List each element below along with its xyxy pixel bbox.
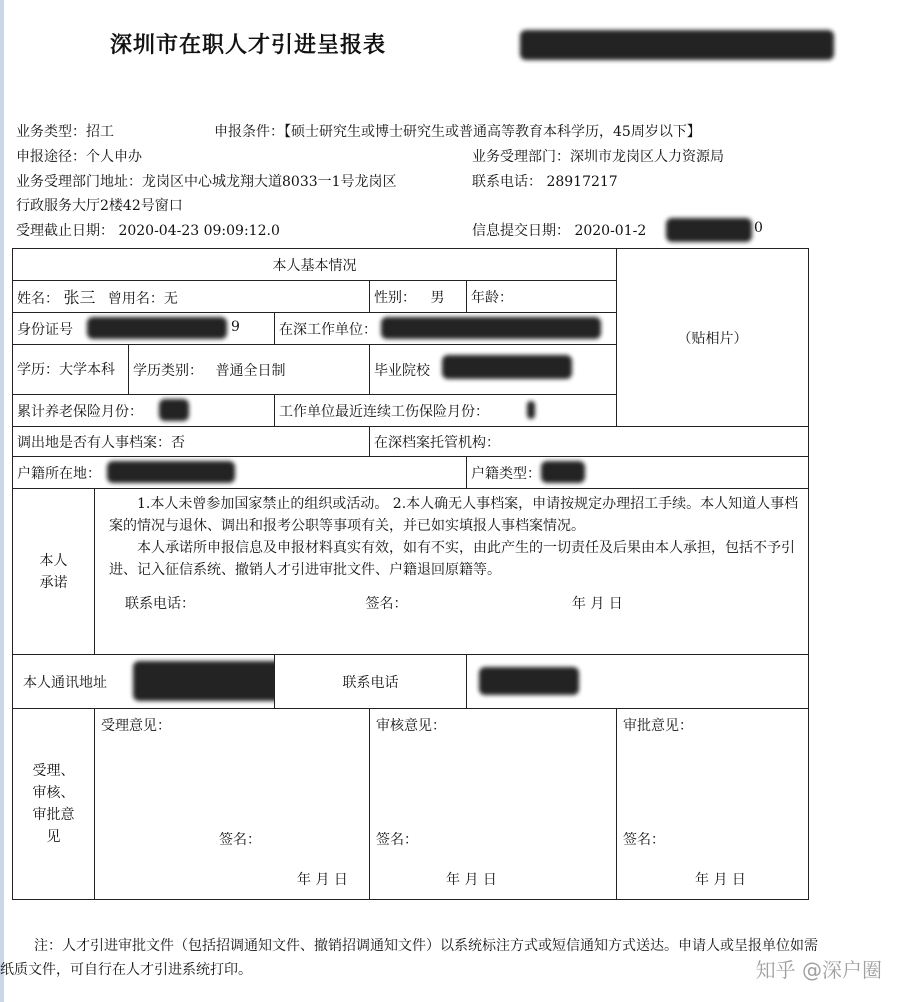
pension-label: 累计养老保险月份：: [17, 403, 143, 420]
id-cell: [13, 313, 275, 345]
review-opinion-cell: [370, 709, 617, 900]
redacted-submit-date: [666, 218, 752, 242]
watermark: 知乎 @深户圈: [755, 958, 882, 982]
accepting-dept: 业务受理部门：深圳市龙岗区人力资源局: [472, 149, 724, 165]
pledge-paragraph-1: 1.本人未曾参加国家禁止的组织或活动。 2.本人确无人事档案，申请按规定办理招工手续。本人知道人事档案的情况与退休、调出和报考公职等事项有关，并已如实填报人事档案情况。: [109, 496, 799, 534]
pledge-phone: 联系电话：: [125, 596, 195, 612]
pledge-label: 本人承诺: [13, 489, 95, 655]
edu-type-label: 学历类别：: [133, 362, 203, 379]
hukou-place-label: 户籍所在地：: [17, 465, 101, 482]
injury-label: 工作单位最近连续工伤保险月份：: [279, 403, 489, 420]
redacted-injury: [527, 401, 535, 419]
pledge-cell: [95, 489, 809, 655]
injury-cell: [275, 395, 617, 427]
redacted-id: [87, 317, 227, 339]
gender-label: 性别：: [374, 289, 416, 306]
submit-date-suffix: 0: [754, 220, 763, 236]
redacted-hukou-type: [541, 461, 585, 483]
contact-address-label: 本人通讯地址: [23, 674, 107, 691]
archive-cell: 调出地是否有人事档案：否: [13, 427, 370, 457]
business-type: 业务类型：招工: [16, 124, 114, 140]
review-date: 年 月 日: [446, 872, 497, 888]
accept-sign: 签名：: [219, 832, 261, 848]
hukou-type-cell: [467, 457, 809, 489]
gender-value: 男: [430, 289, 445, 306]
school-cell: [370, 345, 617, 395]
left-edge-bar: [0, 0, 4, 1002]
deadline: 受理截止日期： 2020-04-23 09:09:12.0: [16, 223, 280, 239]
name-value: 张三: [63, 288, 96, 307]
application-table: [12, 248, 809, 900]
accept-opinion-label: 受理意见：: [101, 718, 171, 734]
conditions: 申报条件：【硕士研究生或博士研究生或普通高等教育本科学历，45周岁以下】: [214, 124, 701, 140]
photo-box: （贴相片）: [617, 249, 809, 427]
name-cell: [13, 281, 370, 313]
redacted-school: [442, 355, 572, 379]
dept-phone: 联系电话： 28917217: [472, 174, 618, 190]
pledge-paragraph-2: 本人承诺所申报信息及申报材料真实有效，如有不实，由此产生的一切责任及后果由本人承担，包括不予引进、记入征信系统、撤销人才引进审批文件、户籍退回原籍等。: [109, 540, 795, 578]
redacted-contact-address: [133, 661, 275, 701]
edu-type-cell: [129, 345, 370, 395]
alias: 曾用名：无: [107, 291, 178, 307]
pledge-date: 年 月 日: [571, 596, 623, 612]
review-sign: 签名：: [376, 832, 418, 848]
redacted-pension: [159, 399, 189, 421]
pledge-footer: [109, 593, 804, 613]
hukou-place-cell: [13, 457, 467, 489]
redacted-contact-phone: [479, 667, 579, 695]
age-cell: 年龄：: [467, 281, 617, 313]
contact-address-cell: [13, 655, 275, 709]
pension-cell: [13, 395, 275, 427]
contact-phone-label: 联系电话: [275, 655, 467, 709]
footnote: 注：人才引进审批文件（包括招调通知文件、撤销招调通知文件）以系统标注方式或短信通知方式送达。申请人或呈报单位如需纸质文件，可自行在人才引进系统打印。: [0, 938, 818, 978]
name-label: 姓名：: [17, 291, 59, 307]
redacted-employer: [381, 317, 601, 339]
gender-cell: [370, 281, 467, 313]
channel: 申报途径：个人申办: [16, 149, 142, 165]
approve-sign: 签名：: [623, 832, 666, 848]
id-label: 身份证号: [17, 321, 73, 338]
accept-date: 年 月 日: [297, 872, 348, 888]
dept-address-line1: 业务受理部门地址：龙岗区中心城龙翔大道8033一1号龙岗区: [16, 174, 397, 190]
contact-phone-cell: [467, 655, 809, 709]
employer-cell: [275, 313, 617, 345]
approve-date: 年 月 日: [695, 872, 746, 888]
submit-date-prefix: 信息提交日期： 2020-01-2: [472, 223, 647, 239]
edu-type-value: 普通全日制: [215, 362, 286, 379]
school-label: 毕业院校: [374, 362, 430, 379]
redacted-header-info: [520, 30, 834, 60]
accept-opinion-cell: [95, 709, 370, 900]
archive-org-cell: 在深档案托管机构：: [370, 427, 809, 457]
education: 学历：大学本科: [13, 345, 129, 395]
opinion-label: 受理、审核、审批意见: [13, 709, 95, 900]
review-opinion-label: 审核意见：: [376, 718, 446, 734]
pledge-sign: 签名：: [365, 596, 408, 612]
approve-opinion-label: 审批意见：: [623, 718, 694, 734]
section-header: 本人基本情况: [13, 249, 617, 281]
approve-opinion-cell: [617, 709, 809, 900]
redacted-hukou-place: [107, 461, 235, 483]
form-title: 深圳市在职人才引进呈报表: [110, 32, 387, 58]
hukou-type-label: 户籍类型：: [471, 465, 541, 482]
id-suffix: 9: [231, 319, 240, 335]
dept-address-line2: 行政服务大厅2楼42号窗口: [16, 198, 183, 214]
employer-label: 在深工作单位：: [279, 321, 377, 338]
